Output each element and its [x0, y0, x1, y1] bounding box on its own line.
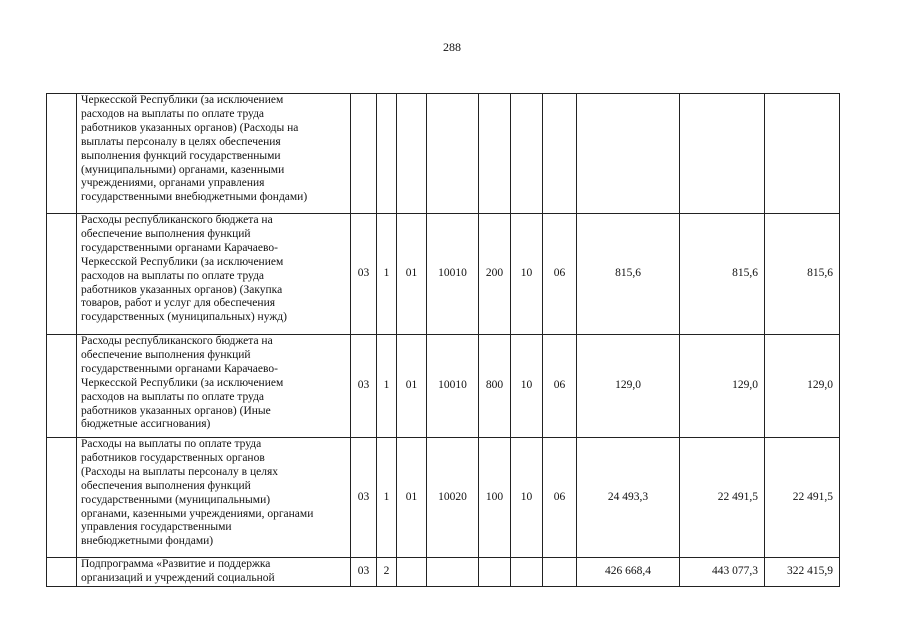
- description-line: работников указанных органов) (Иные: [81, 404, 271, 417]
- row-description: [77, 94, 351, 214]
- code-cell-c5: 200: [479, 214, 511, 335]
- description-line: (муниципальными) органами, казенными: [81, 163, 285, 176]
- description-line: работников указанных органов) (Расходы на: [81, 121, 299, 134]
- description-line: государственных (муниципальных) нужд): [81, 311, 287, 324]
- code-cell-c2: 2: [377, 558, 397, 587]
- amount-cell-v3: 322 415,9: [765, 558, 840, 587]
- code-cell-c2: 1: [377, 438, 397, 558]
- amount-cell-v3: 129,0: [765, 335, 840, 438]
- amount-cell-v2: 815,6: [680, 214, 765, 335]
- code-cell-c2: 1: [377, 214, 397, 335]
- row-description: [77, 335, 351, 438]
- description-line: расходов на выплаты по оплате труда: [81, 107, 265, 120]
- row-description: [77, 558, 351, 587]
- row-number-cell: [47, 558, 77, 587]
- code-cell-c2: [377, 94, 397, 214]
- code-cell-c7: [543, 558, 577, 587]
- amount-cell-v3: 815,6: [765, 214, 840, 335]
- table-row: [47, 438, 840, 558]
- description-line: управления государственными: [81, 521, 232, 534]
- description-line: обеспечение выполнения функций: [81, 348, 251, 361]
- description-line: Расходы республиканского бюджета на: [81, 335, 273, 347]
- amount-cell-v2: 443 077,3: [680, 558, 765, 587]
- table-body: [47, 94, 840, 587]
- page-number: 288: [443, 40, 461, 54]
- code-cell-c7: 06: [543, 214, 577, 335]
- code-cell-c4: [427, 558, 479, 587]
- code-cell-c4: 10010: [427, 214, 479, 335]
- code-cell-c7: [543, 94, 577, 214]
- description-line: выполнения функций государственными: [81, 149, 281, 162]
- description-line: Черкесской Республики (за исключением: [81, 376, 284, 389]
- description-line: работников указанных органов) (Закупка: [81, 283, 283, 296]
- code-cell-c6: [511, 558, 543, 587]
- code-cell-c7: 06: [543, 438, 577, 558]
- code-cell-c6: 10: [511, 438, 543, 558]
- code-cell-c6: 10: [511, 335, 543, 438]
- row-number-cell: [47, 335, 77, 438]
- row-number-cell: [47, 438, 77, 558]
- code-cell-c7: 06: [543, 335, 577, 438]
- code-cell-c5: [479, 558, 511, 587]
- description-line: выплаты персоналу в целях обеспечения: [81, 135, 281, 148]
- code-cell-c3: [397, 94, 427, 214]
- description-line: товаров, работ и услуг для обеспечения: [81, 297, 276, 310]
- code-cell-c4: 10020: [427, 438, 479, 558]
- description-line: расходов на выплаты по оплате труда: [81, 269, 265, 282]
- amount-cell-v1: 24 493,3: [577, 438, 680, 558]
- code-cell-c3: 01: [397, 214, 427, 335]
- description-line: организаций и учреждений социальной: [81, 571, 275, 584]
- code-cell-c1: 03: [351, 214, 377, 335]
- description-line: работников государственных органов: [81, 451, 265, 464]
- amount-cell-v2: 22 491,5: [680, 438, 765, 558]
- code-cell-c5: 100: [479, 438, 511, 558]
- description-line: государственными органами Карачаево-: [81, 241, 278, 254]
- code-cell-c2: 1: [377, 335, 397, 438]
- description-line: Черкесской Республики (за исключением: [81, 94, 284, 106]
- budget-table: [46, 93, 840, 587]
- code-cell-c3: 01: [397, 335, 427, 438]
- code-cell-c1: [351, 94, 377, 214]
- table-row: [47, 214, 840, 335]
- row-number-cell: [47, 214, 77, 335]
- amount-cell-v2: 129,0: [680, 335, 765, 438]
- code-cell-c5: 800: [479, 335, 511, 438]
- description-line: государственными органами Карачаево-: [81, 362, 278, 375]
- description-line: расходов на выплаты по оплате труда: [81, 390, 265, 403]
- amount-cell-v3: 22 491,5: [765, 438, 840, 558]
- code-cell-c4: [427, 94, 479, 214]
- code-cell-c6: [511, 94, 543, 214]
- table-row: [47, 335, 840, 438]
- description-line: Расходы республиканского бюджета на: [81, 214, 273, 226]
- description-line: обеспечение выполнения функций: [81, 227, 251, 240]
- table-row: [47, 94, 840, 214]
- code-cell-c1: 03: [351, 335, 377, 438]
- description-line: внебюджетными фондами): [81, 535, 214, 548]
- description-line: учреждениями, органами управления: [81, 177, 265, 190]
- code-cell-c4: 10010: [427, 335, 479, 438]
- amount-cell-v1: 815,6: [577, 214, 680, 335]
- description-line: Расходы на выплаты по оплате труда: [81, 438, 262, 450]
- description-line: бюджетные ассигнования): [81, 418, 211, 431]
- description-line: (Расходы на выплаты персоналу в целях: [81, 465, 279, 478]
- description-line: органами, казенными учреждениями, органами: [81, 507, 314, 520]
- row-number-cell: [47, 94, 77, 214]
- code-cell-c3: [397, 558, 427, 587]
- amount-cell-v1: [577, 94, 680, 214]
- row-description: [77, 438, 351, 558]
- amount-cell-v1: 129,0: [577, 335, 680, 438]
- code-cell-c3: 01: [397, 438, 427, 558]
- description-line: государственными внебюджетными фондами): [81, 191, 308, 204]
- amount-cell-v1: 426 668,4: [577, 558, 680, 587]
- code-cell-c1: 03: [351, 438, 377, 558]
- amount-cell-v3: [765, 94, 840, 214]
- description-line: государственными (муниципальными): [81, 493, 271, 506]
- description-line: Черкесской Республики (за исключением: [81, 255, 284, 268]
- code-cell-c5: [479, 94, 511, 214]
- amount-cell-v2: [680, 94, 765, 214]
- code-cell-c1: 03: [351, 558, 377, 587]
- description-line: обеспечения выполнения функций: [81, 479, 251, 492]
- description-line: Подпрограмма «Развитие и поддержка: [81, 558, 271, 570]
- table-row: [47, 558, 840, 587]
- row-description: [77, 214, 351, 335]
- code-cell-c6: 10: [511, 214, 543, 335]
